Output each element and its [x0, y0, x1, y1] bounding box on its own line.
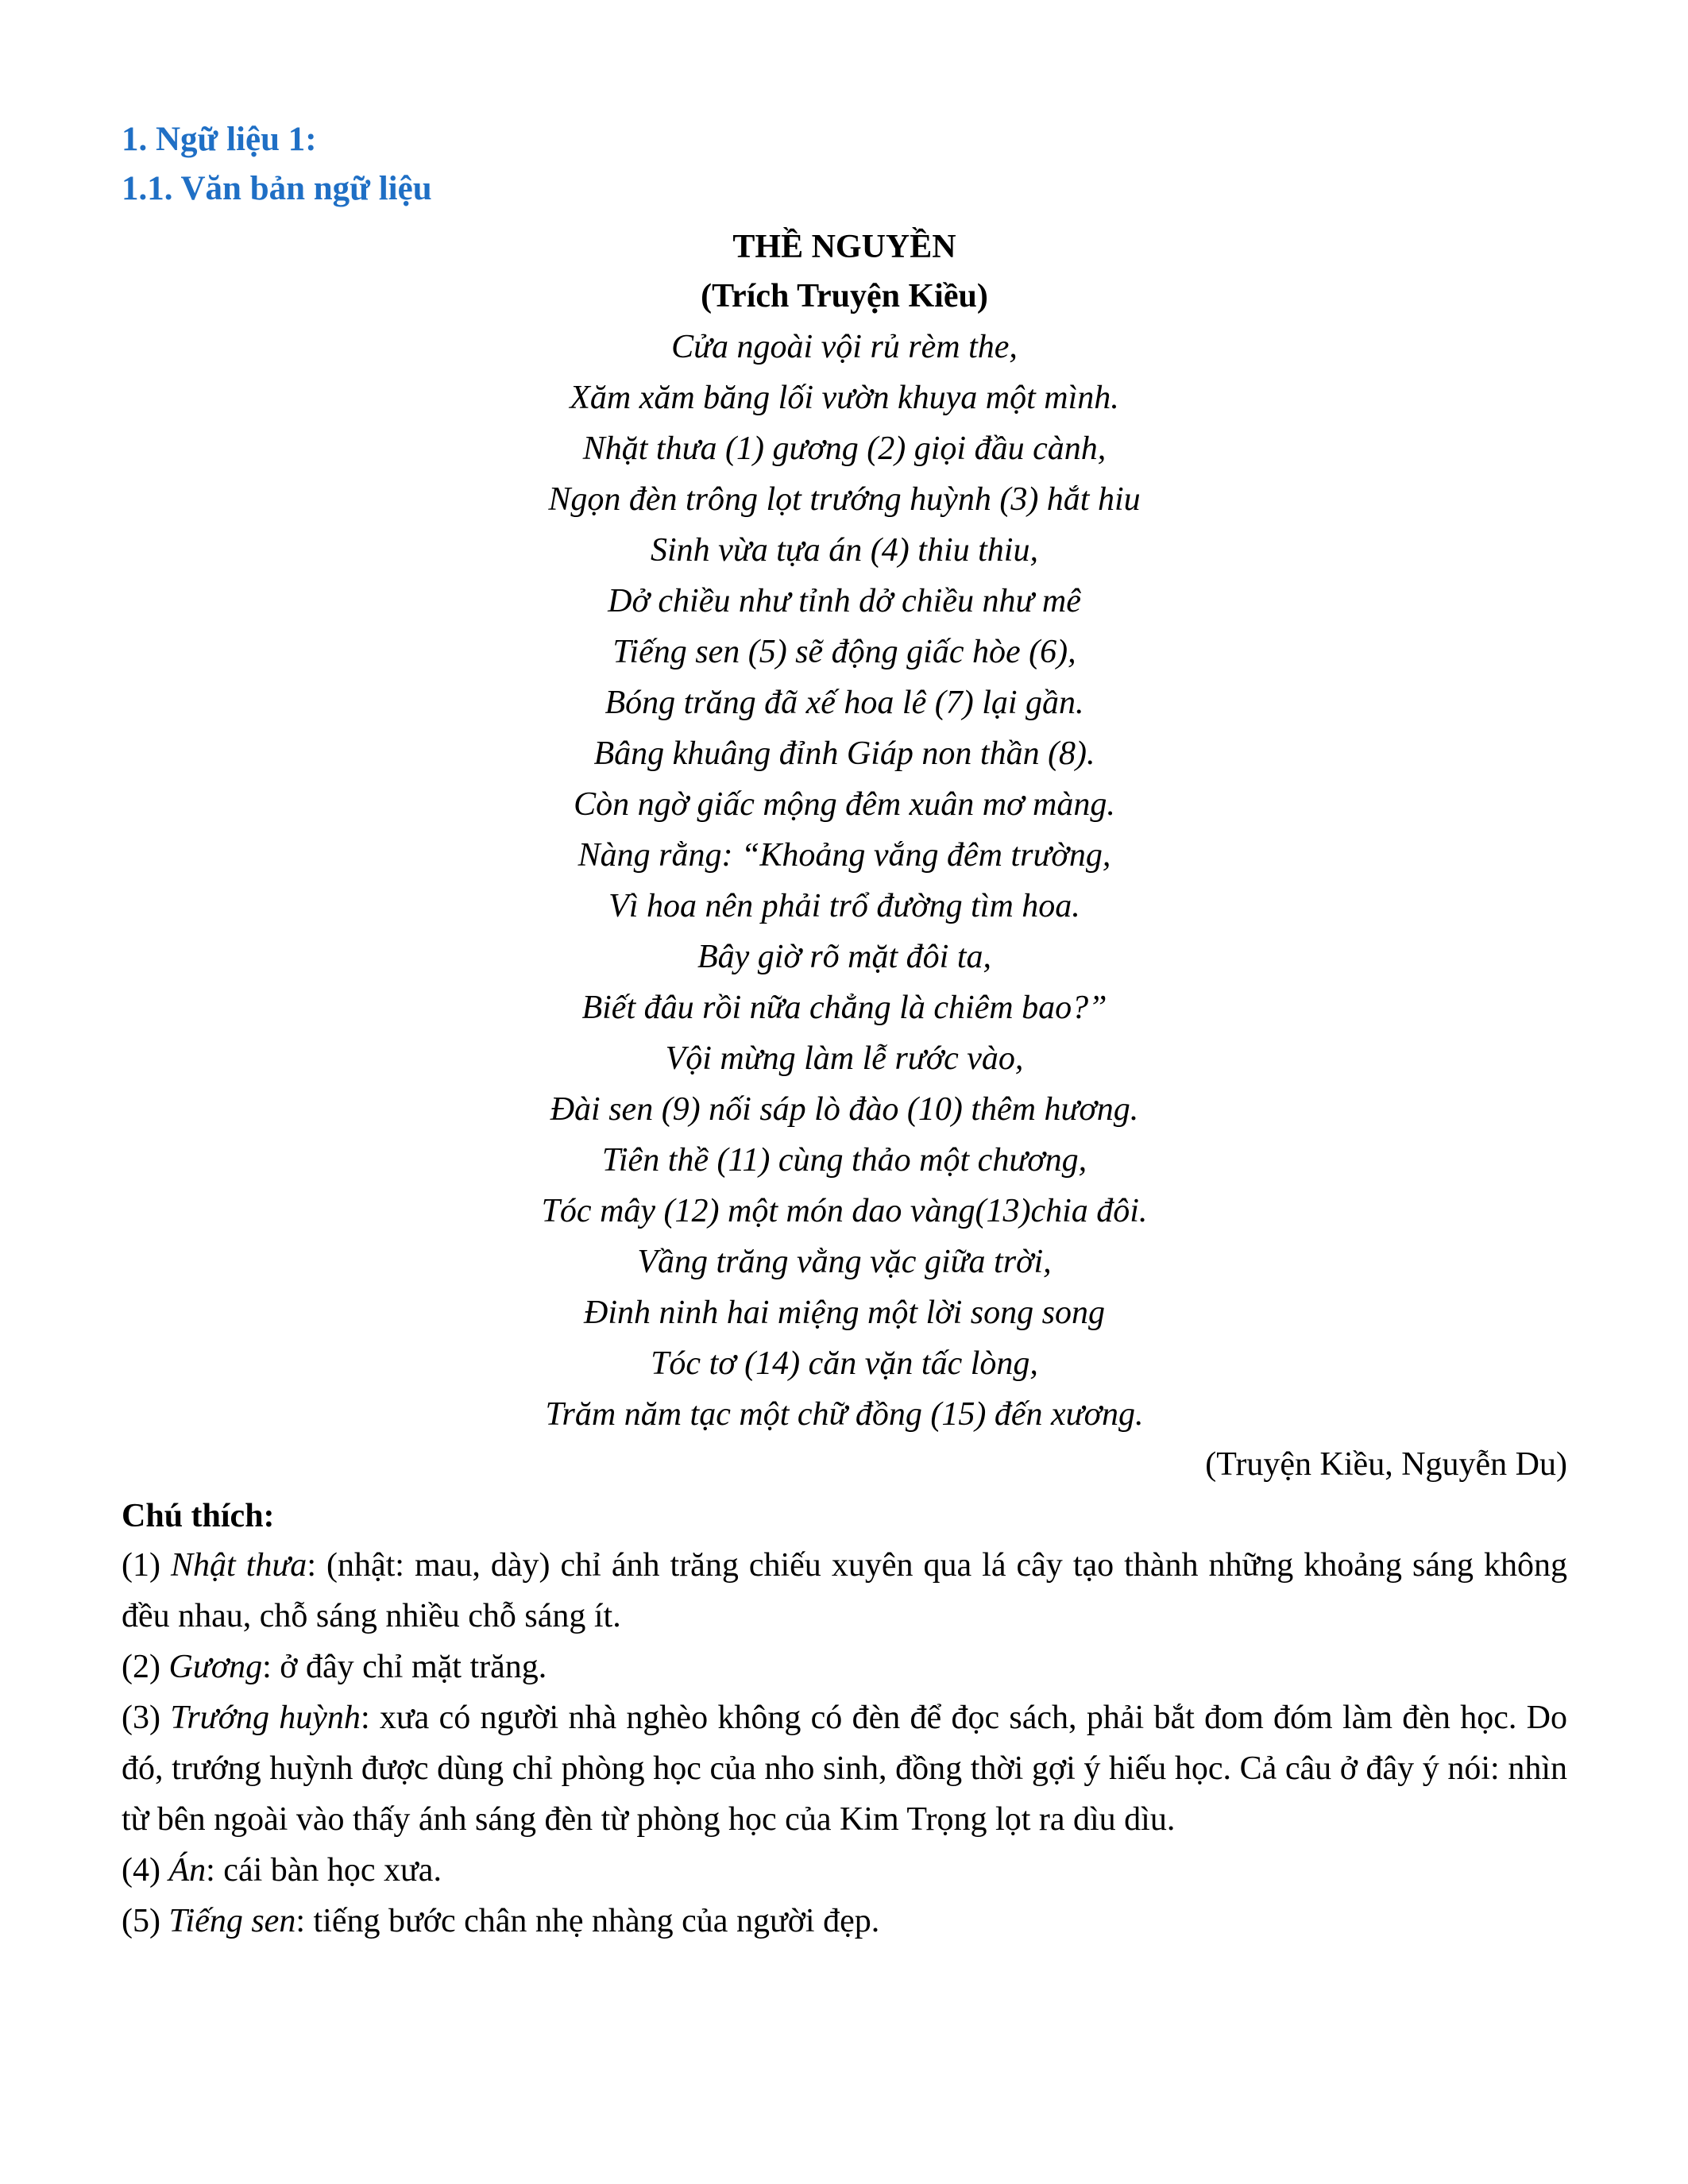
- poem-line: Sinh vừa tựa án (4) thiu thiu,: [651, 532, 1038, 569]
- poem-line: Nhặt thưa (1) gương (2) giọi đầu cành,: [582, 430, 1107, 467]
- poem-subtitle: (Trích Truyện Kiều): [701, 278, 988, 314]
- poem-line: Tóc tơ (14) căn vặn tấc lòng,: [651, 1345, 1038, 1382]
- poem-line: Xăm xăm băng lối vườn khuya một mình.: [570, 380, 1119, 416]
- section-heading: 1. Ngữ liệu 1:: [122, 121, 317, 158]
- poem-line: Vì hoa nên phải trổ đường tìm hoa.: [608, 888, 1080, 924]
- poem-line: Cửa ngoài vội rủ rèm the,: [671, 329, 1018, 365]
- note-term: Trướng huỳnh: [170, 1700, 361, 1736]
- poem-line: Nàng rằng: “Khoảng vắng đêm trường,: [577, 837, 1111, 874]
- note-item: [122, 1845, 1567, 1896]
- note-term: Tiếng sen: [168, 1903, 296, 1939]
- poem-line: Tiếng sen (5) sẽ động giấc hòe (6),: [612, 634, 1076, 670]
- notes-heading: Chú thích:: [122, 1498, 275, 1534]
- poem-source: (Truyện Kiều, Nguyễn Du): [1205, 1446, 1567, 1483]
- poem-line: Đinh ninh hai miệng một lời song song: [584, 1295, 1105, 1331]
- note-number: (1): [122, 1547, 172, 1584]
- note-number: (5): [122, 1903, 169, 1939]
- note-term: Gương: [168, 1649, 263, 1685]
- note-text: : ở đây chỉ mặt trăng.: [262, 1649, 547, 1685]
- poem-line: Vội mừng làm lễ rước vào,: [665, 1040, 1024, 1077]
- note-text: : xưa có người nhà nghèo không có đèn để đọc sách, phải bắt đom đóm làm đèn học. Do đó, trướng huỳnh được dùng chỉ phòng học của nho sinh, đồng thời gợi ý hiếu học. Cả câu ở đây ý nói: nhìn từ bên ngoài vào thấy ánh sáng đèn từ phòng học của Kim Trọng lọt ra dìu dìu.: [122, 1700, 1567, 1838]
- note-number: (2): [122, 1649, 169, 1685]
- poem-line: Đài sen (9) nối sáp lò đào (10) thêm hương.: [550, 1091, 1139, 1128]
- poem-line: Bâng khuâng đỉnh Giáp non thần (8).: [593, 735, 1095, 772]
- document-page: [122, 115, 1567, 1947]
- poem-line: Còn ngờ giấc mộng đêm xuân mơ màng.: [574, 786, 1115, 823]
- poem-line: Vầng trăng vằng vặc giữa trời,: [637, 1244, 1052, 1280]
- poem-line: Ngọn đèn trông lọt trướng huỳnh (3) hắt hiu: [548, 481, 1141, 518]
- note-term: Án: [168, 1852, 207, 1889]
- note-item: [122, 1540, 1567, 1642]
- note-text: : (nhật: mau, dày) chỉ ánh trăng chiếu xuyên qua lá cây tạo thành những khoảng sáng không đều nhau, chỗ sáng nhiều chỗ sáng ít.: [122, 1547, 1567, 1634]
- poem-line: Dở chiều như tỉnh dở chiều như mê: [608, 583, 1081, 619]
- poem-line: Biết đâu rồi nữa chẳng là chiêm bao?”: [581, 990, 1107, 1026]
- poem-line: Tiên thề (11) cùng thảo một chương,: [601, 1142, 1087, 1179]
- section-subheading: 1.1. Văn bản ngữ liệu: [122, 170, 432, 207]
- note-text: : cái bàn học xưa.: [206, 1852, 442, 1889]
- poem-body: [122, 322, 1567, 1440]
- note-item: [122, 1642, 1567, 1692]
- poem-line: Bây giờ rõ mặt đôi ta,: [697, 939, 992, 975]
- note-item: [122, 1896, 1567, 1947]
- poem-title: THỀ NGUYỀN: [732, 229, 956, 265]
- poem-line: Trăm năm tạc một chữ đồng (15) đến xương.: [545, 1396, 1144, 1433]
- poem-line: Tóc mây (12) một món dao vàng(13)chia đôi.: [541, 1193, 1148, 1229]
- note-number: (4): [122, 1852, 169, 1889]
- note-number: (3): [122, 1700, 171, 1736]
- note-item: [122, 1692, 1567, 1845]
- note-text: : tiếng bước chân nhẹ nhàng của người đẹp.: [295, 1903, 880, 1939]
- poem-line: Bóng trăng đã xế hoa lê (7) lại gần.: [605, 685, 1084, 721]
- note-term: Nhật thưa: [171, 1547, 307, 1584]
